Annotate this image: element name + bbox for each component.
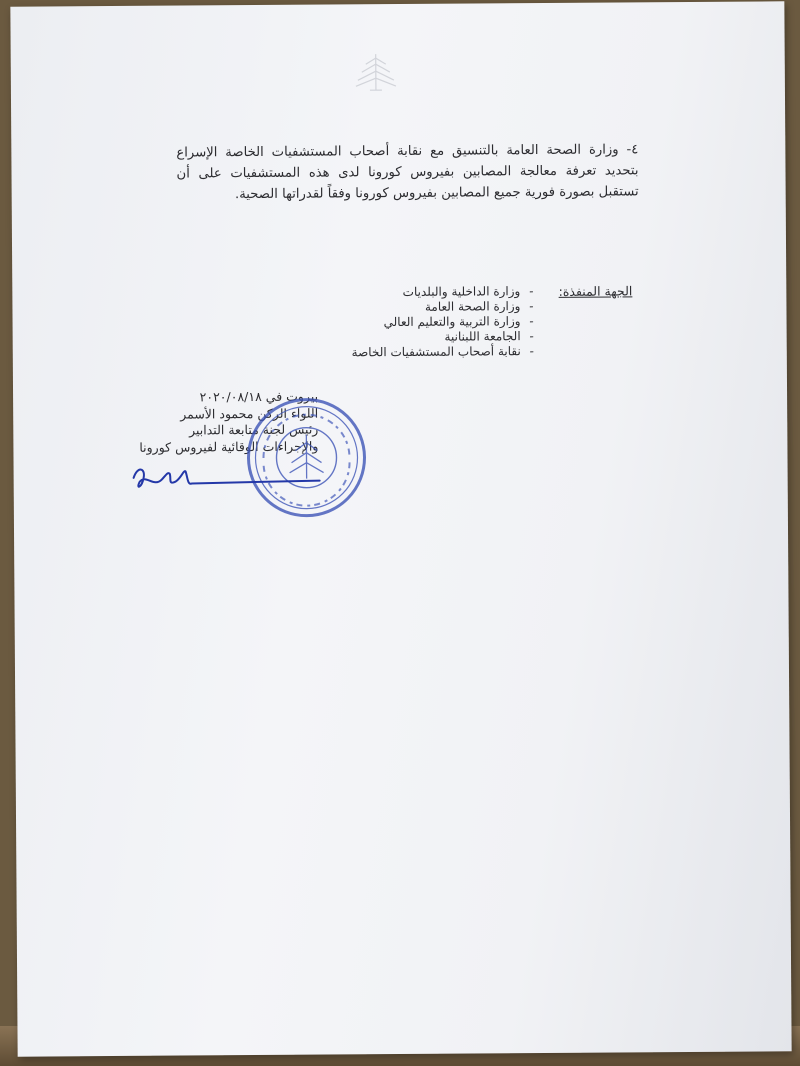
list-dash: - [529,299,534,314]
party-lebanese-university: الجامعة اللبنانية [444,329,521,344]
place-date: بيروت في ٢٠٢٠/٠٨/١٨ [199,388,319,405]
document-page [10,1,791,1056]
paragraph-4: ٤- وزارة الصحة العامة بالتنسيق مع نقابة أصحاب المستشفيات الخاصة الإسراع بتحديد تعرفة معالجة المصابين بفيروس كورونا لدى هذه المستشفيات على أن تستقبل بصورة فورية جميع المصابين بفيروس كورونا وفقاً لقدراتها الصحية. [176,142,639,203]
cedar-emblem-icon [346,50,406,96]
signatory-title-line2: والإجراءات الوقائية لفيروس كورونا [139,438,319,455]
handwritten-signature [132,463,322,496]
list-dash: - [529,314,534,329]
signatory-title-line1: رئيس لجنة متابعة التدابير [189,421,319,438]
list-item [323,344,543,361]
party-education-ministry: وزارة التربية والتعليم العالي [383,314,521,330]
list-item [323,329,543,346]
list-item [322,284,542,301]
list-item [322,299,542,316]
signatory-name: اللواء الركن محمود الأسمر [180,405,319,422]
executing-parties-list [322,284,543,361]
list-dash: - [529,344,534,359]
list-item [323,314,543,331]
list-dash: - [529,284,534,299]
party-private-hospitals-syndicate: نقابة أصحاب المستشفيات الخاصة [351,344,521,360]
party-interior-ministry: وزارة الداخلية والبلديات [402,284,521,299]
party-health-ministry: وزارة الصحة العامة [424,299,521,314]
executing-parties-label: الجهة المنفذة: [558,283,633,299]
list-dash: - [529,329,534,344]
official-round-stamp-icon [241,392,372,523]
